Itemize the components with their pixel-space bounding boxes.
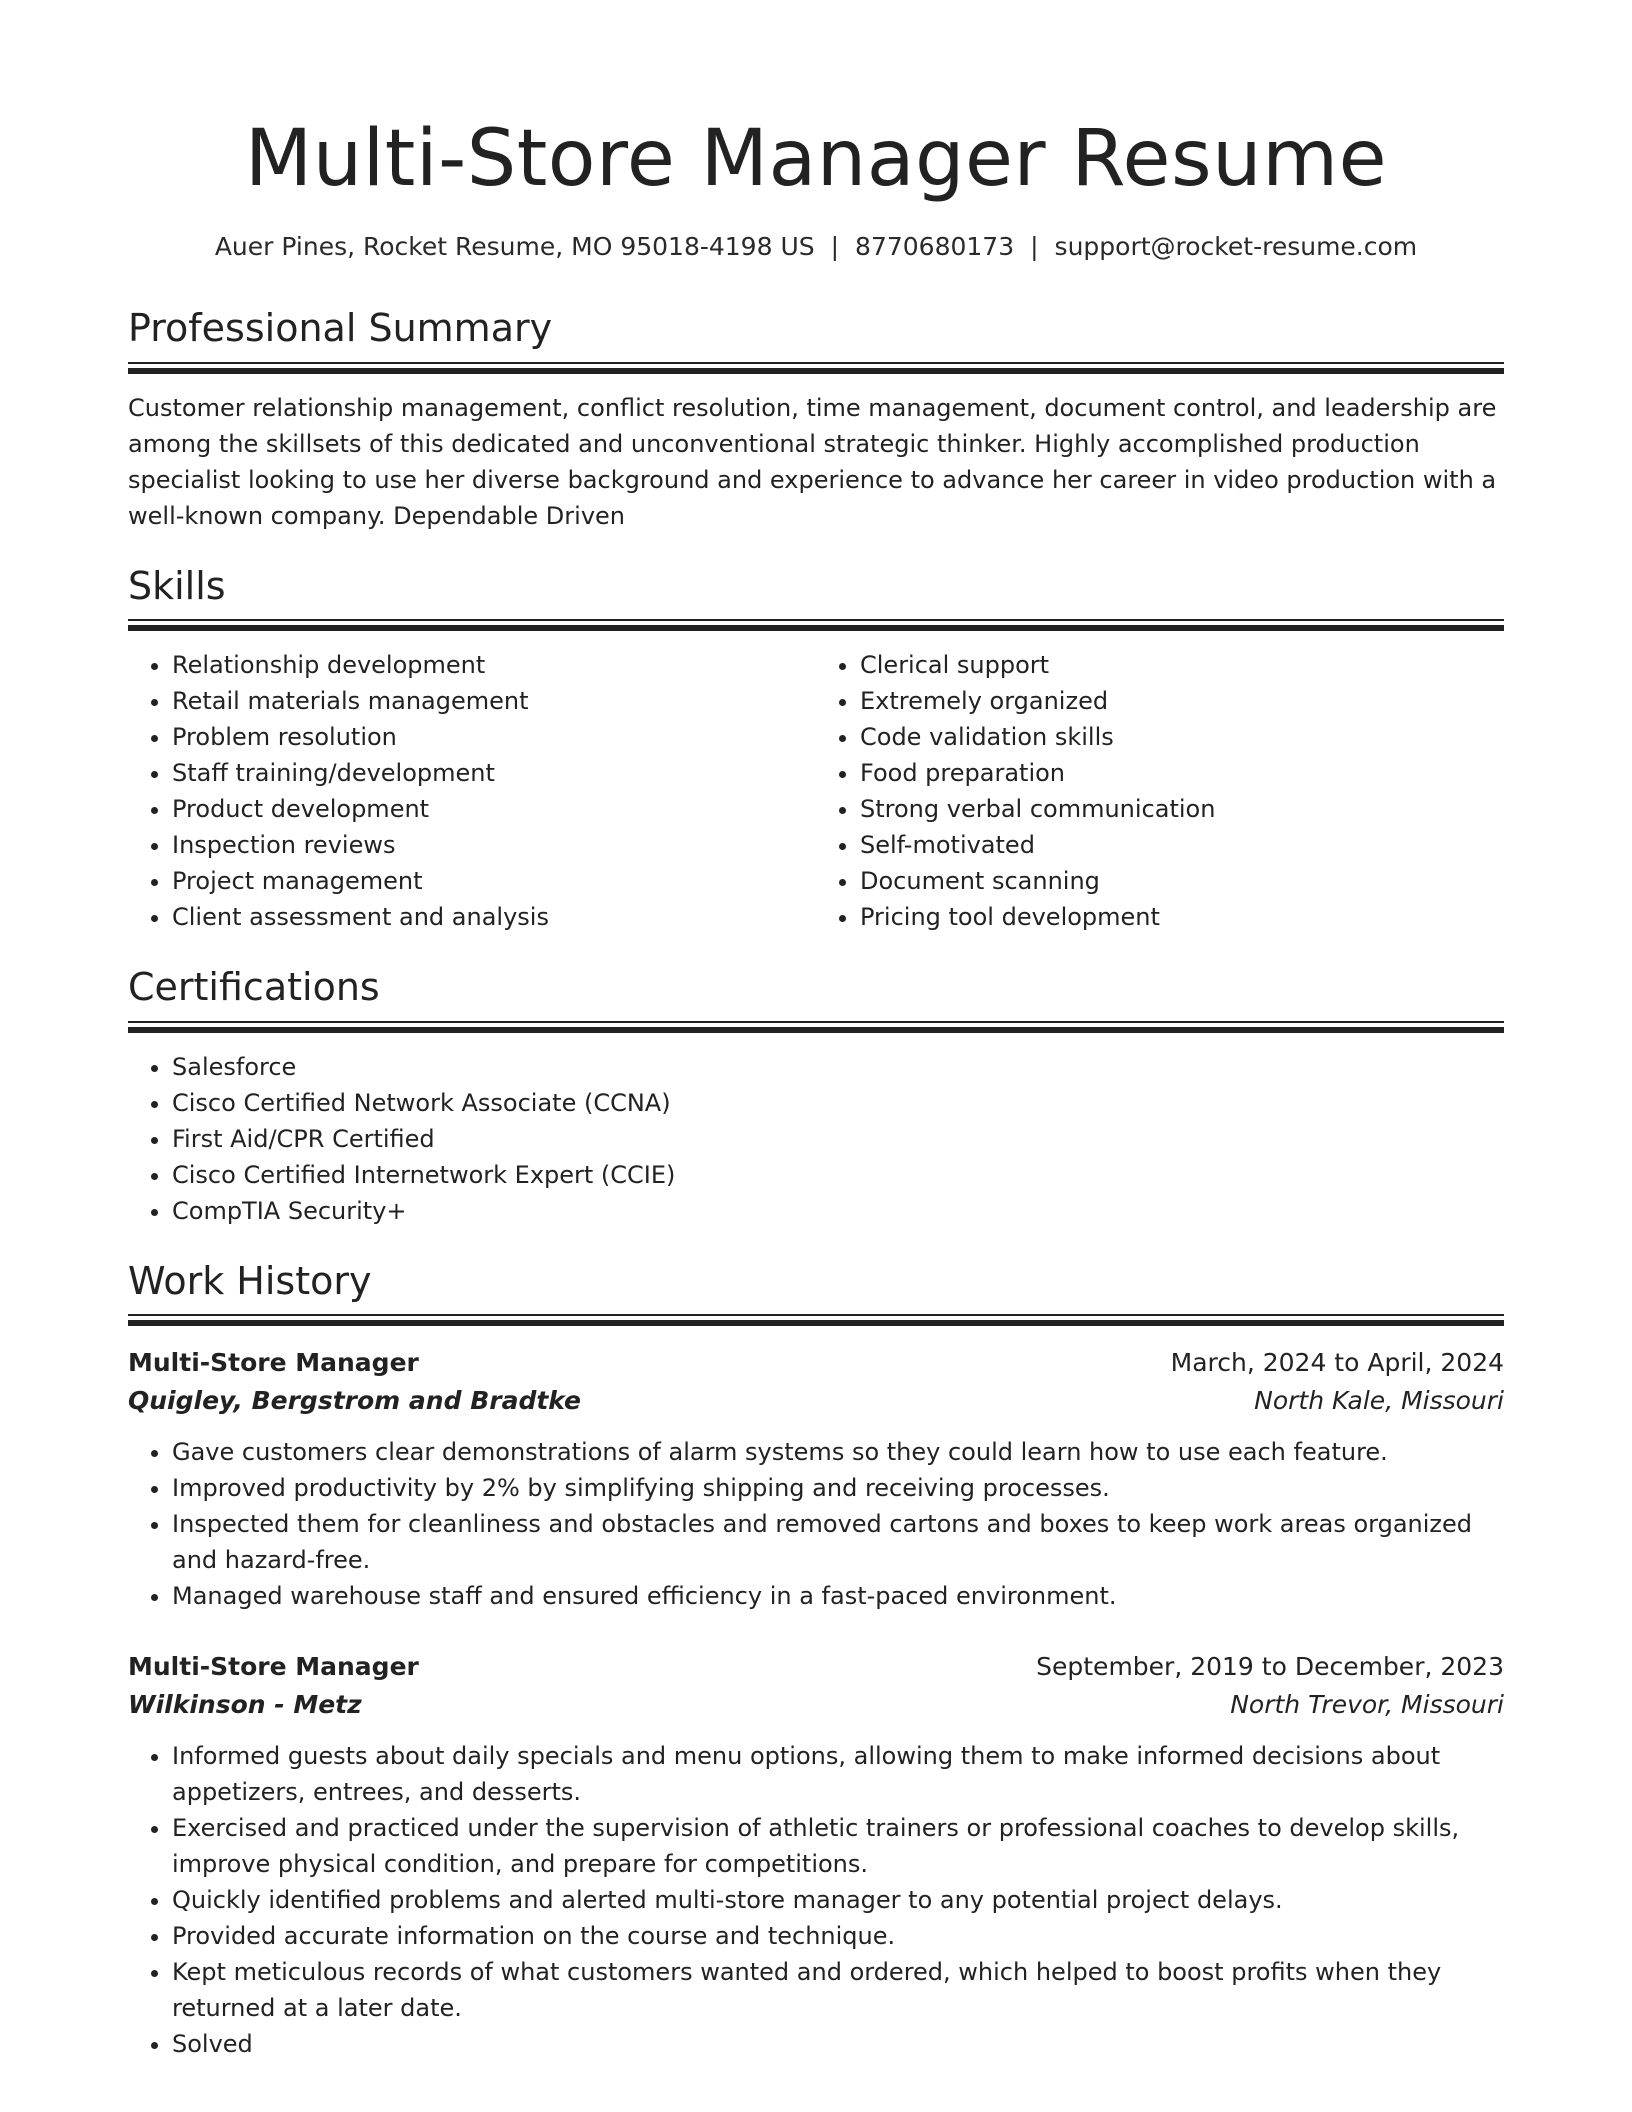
work-history-section — [128, 1259, 1504, 2063]
section-divider — [128, 1314, 1504, 1326]
skill-item: • Client assessment and analysis — [172, 899, 816, 935]
contact-separator: | — [830, 232, 840, 261]
skill-item: • Inspection reviews — [172, 827, 816, 863]
certifications-list — [128, 1049, 1504, 1229]
summary-heading: Professional Summary — [128, 306, 553, 350]
job-dates: March, 2024 to April, 2024 — [1170, 1348, 1504, 1378]
job-bullet: • Improved productivity by 2% by simplifying shipping and receiving processes. — [172, 1470, 1504, 1506]
job-bullet: • Exercised and practiced under the supervision of athletic trainers or professional coaches to develop skills, improve physical condition, and prepare for competitions. — [172, 1810, 1504, 1882]
section-divider — [128, 362, 1504, 374]
skills-heading: Skills — [128, 563, 226, 608]
contact-separator: | — [1030, 232, 1039, 261]
skill-item: • Pricing tool development — [860, 899, 1504, 935]
skill-item: • Food preparation — [860, 755, 1504, 791]
job-bullets — [128, 1434, 1504, 1614]
skill-item: • Staff training/development — [172, 755, 816, 791]
contact-line — [128, 232, 1504, 262]
job-bullet: • Solved — [172, 2026, 1504, 2062]
job-dates: September, 2019 to December, 2023 — [1036, 1652, 1504, 1682]
contact-phone: 8770680173 — [855, 232, 1015, 261]
job-company-row — [128, 1382, 1504, 1420]
job-bullet: • Kept meticulous records of what customers wanted and ordered, which helped to boost profits when they returned at a later date. — [172, 1954, 1504, 2026]
skill-item: • Document scanning — [860, 863, 1504, 899]
job-bullet: • Managed warehouse staff and ensured efficiency in a fast-paced environment. — [172, 1578, 1504, 1614]
certification-item: • First Aid/CPR Certified — [172, 1121, 1504, 1157]
certifications-heading: Certifications — [128, 965, 380, 1010]
skills-section — [128, 564, 1504, 936]
skill-item: • Extremely organized — [860, 683, 1504, 719]
job-location: North Kale, Missouri — [1254, 1386, 1504, 1416]
skill-item: • Relationship development — [172, 647, 816, 683]
skill-item: • Code validation skills — [860, 719, 1504, 755]
skills-list-left — [128, 647, 816, 935]
job-bullet: • Provided accurate information on the course and technique. — [172, 1918, 1504, 1954]
certifications-section — [128, 965, 1504, 1229]
job-header-row — [128, 1344, 1504, 1382]
job-bullet: • Inspected them for cleanliness and obstacles and removed cartons and boxes to keep work areas organized and hazard-free. — [172, 1506, 1504, 1578]
skill-item: • Product development — [172, 791, 816, 827]
job-bullet: • Informed guests about daily specials and menu options, allowing them to make informed decisions about appetizers, entrees, and desserts. — [172, 1738, 1504, 1810]
section-divider — [128, 1021, 1504, 1033]
job-company: Quigley, Bergstrom and Bradtke — [128, 1386, 581, 1416]
section-divider — [128, 619, 1504, 631]
resume-title: Multi-Store Manager Resume — [244, 114, 1388, 204]
job-bullet: • Quickly identified problems and alerted multi-store manager to any potential project delays. — [172, 1882, 1504, 1918]
contact-email: support@rocket-resume.com — [1054, 232, 1418, 261]
skill-item: • Retail materials management — [172, 683, 816, 719]
skills-list-right — [816, 647, 1504, 935]
skill-item: • Problem resolution — [172, 719, 816, 755]
certification-item: • Salesforce — [172, 1049, 1504, 1085]
summary-section — [128, 306, 1504, 534]
job-bullet: • Gave customers clear demonstrations of alarm systems so they could learn how to use each feature. — [172, 1434, 1504, 1470]
skill-item: • Self-motivated — [860, 827, 1504, 863]
job-title: Multi-Store Manager — [128, 1348, 419, 1378]
certification-item: • Cisco Certified Internetwork Expert (CCIE) — [172, 1157, 1504, 1193]
job-bullets — [128, 1738, 1504, 2062]
summary-text: Customer relationship management, conflict resolution, time management, document control, and leadership are among the skillsets of this dedicated and unconventional strategic thinker. Highly accomplished production specialist looking to use her diverse background and experience to advance her career in video production with a well-known company. Dependable Driven — [128, 393, 1497, 530]
job-header-row — [128, 1648, 1504, 1686]
skill-item: • Clerical support — [860, 647, 1504, 683]
job-company: Wilkinson - Metz — [128, 1690, 362, 1720]
job-company-row — [128, 1686, 1504, 1724]
job-entry — [128, 1648, 1504, 2062]
certification-item: • Cisco Certified Network Associate (CCNA) — [172, 1085, 1504, 1121]
skill-item: • Strong verbal communication — [860, 791, 1504, 827]
job-title: Multi-Store Manager — [128, 1652, 419, 1682]
skill-item: • Project management — [172, 863, 816, 899]
job-entry — [128, 1344, 1504, 1614]
job-location: North Trevor, Missouri — [1230, 1690, 1504, 1720]
work-history-heading: Work History — [128, 1258, 372, 1303]
contact-address: Auer Pines, Rocket Resume, MO 95018-4198 US — [214, 232, 815, 261]
skills-grid — [128, 647, 1504, 935]
certification-item: • CompTIA Security+ — [172, 1193, 1504, 1229]
